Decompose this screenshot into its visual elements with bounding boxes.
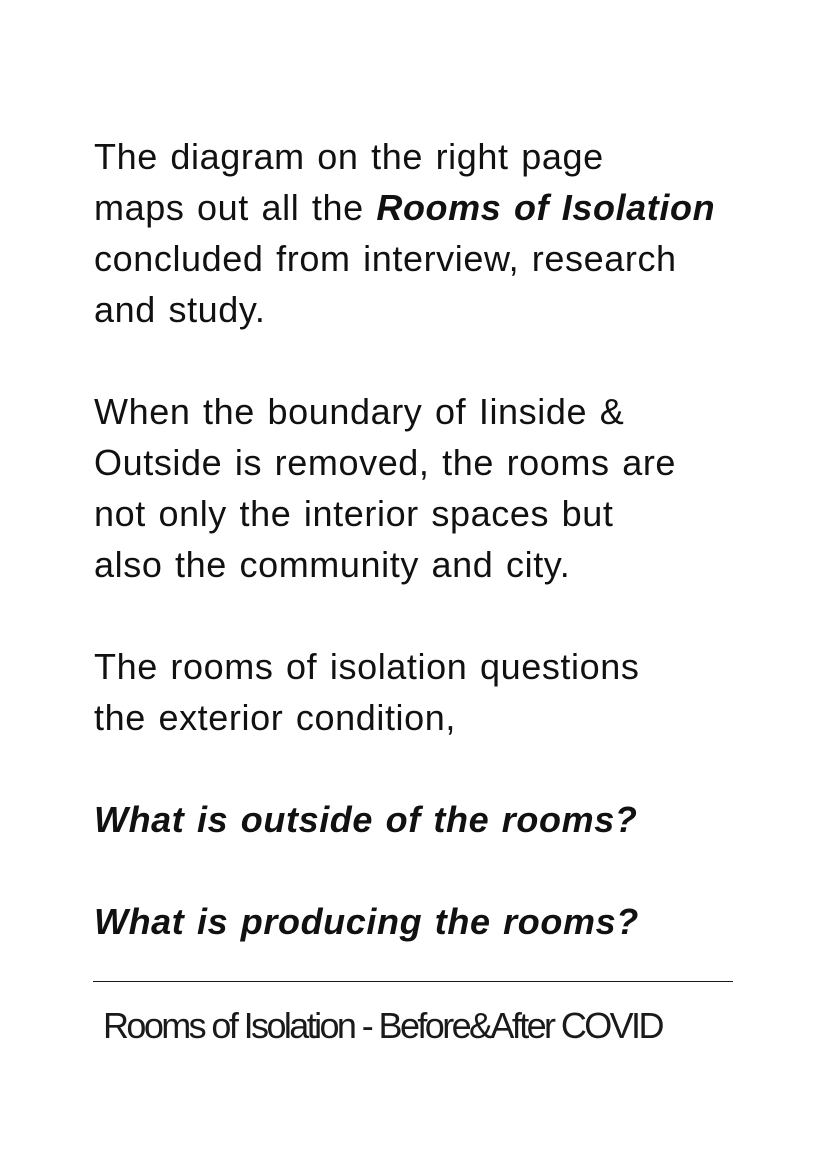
footer-title: Rooms of Isolation - Before&After COVID — [103, 1005, 662, 1046]
text-line: concluded from interview, research — [94, 238, 677, 279]
text-line: and study. — [94, 289, 266, 330]
text-line: When the boundary of Iinside & — [94, 391, 625, 432]
paragraph-boundary — [94, 386, 754, 590]
question-outside: What is outside of the rooms? — [94, 799, 638, 840]
text-fragment: maps out all the — [94, 187, 377, 228]
text-line: also the community and city. — [94, 544, 571, 585]
paragraph-spacer — [94, 743, 754, 794]
question-producing: What is producing the rooms? — [94, 901, 639, 942]
text-line: Outside is removed, the rooms are — [94, 442, 677, 483]
footer-divider — [93, 981, 733, 982]
text-line: the exterior condition, — [94, 697, 456, 738]
main-text — [94, 131, 754, 947]
paragraph-spacer — [94, 845, 754, 896]
text-line: The diagram on the right page — [94, 136, 604, 177]
paragraph-questions-intro — [94, 641, 754, 743]
emphasized-title: Rooms of Isolation — [376, 187, 716, 228]
text-line — [94, 182, 754, 233]
paragraph-spacer — [94, 335, 754, 386]
text-line: not only the interior spaces but — [94, 493, 614, 534]
paragraph-intro — [94, 131, 754, 335]
paragraph-spacer — [94, 590, 754, 641]
text-line: The rooms of isolation questions — [94, 646, 640, 687]
